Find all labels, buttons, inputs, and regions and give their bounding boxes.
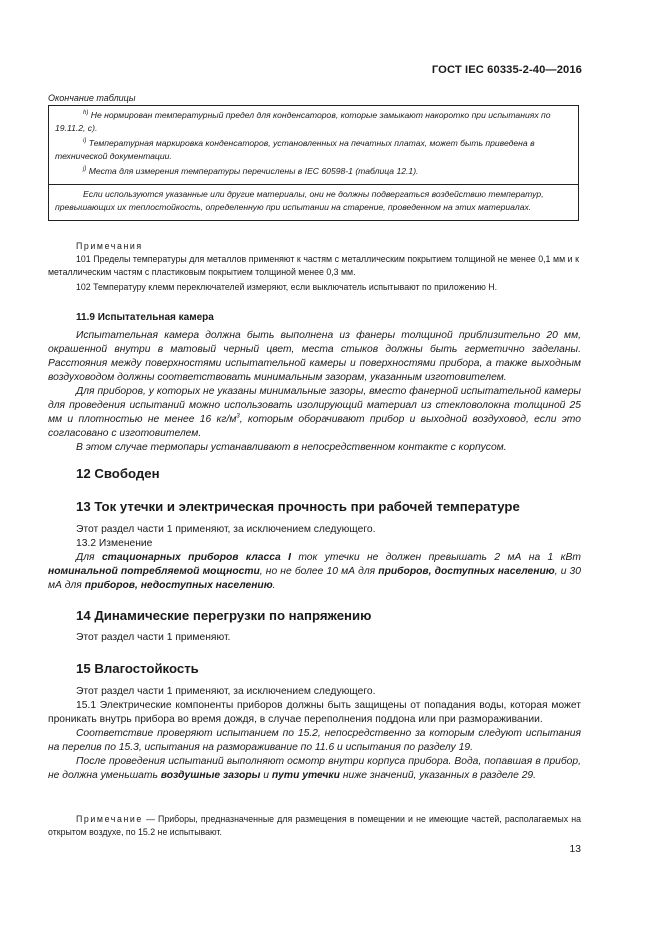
section-15-1-text: 15.1 Электрические компоненты приборов должны быть защищены от попадания воды, которая может проникать внутрь прибора во время дождя, в случае переполнения поддона или при размораживании. bbox=[48, 700, 581, 725]
footnote-h-text: Не нормирован температурный предел для конденсаторов, которые замыкают накоротко при испытаниях по 19.11.2, с). bbox=[55, 110, 551, 133]
section-13-body bbox=[48, 523, 581, 593]
section-11-9-paragraph-3: В этом случае термопары устанавливают в непосредственном контакте с корпусом. bbox=[76, 442, 507, 453]
section-15-paragraph-1: Этот раздел части 1 применяют, за исключением следующего. bbox=[76, 686, 376, 697]
table-footnotes-box bbox=[48, 105, 579, 221]
section-15-title: 15 Влагостойкость bbox=[76, 661, 199, 676]
page-number: 13 bbox=[569, 844, 581, 855]
s15-b: воздушные зазоры bbox=[160, 770, 261, 781]
s13-c: ток утечки не должен превышать 2 мА на 1 кВт bbox=[290, 552, 581, 563]
note-102: 102 Температуру клемм переключателей измеряют, если выключатель испытывают по приложению Н. bbox=[76, 282, 498, 292]
footnote-i-text: Температурная маркировка конденсаторов, установленных на печатных платах, может быть приведена в технической документации. bbox=[55, 138, 535, 161]
section-11-9-paragraph-1: Испытательная камера должна быть выполнена из фанеры толщиной приблизительно 20 мм, окрашенной внутри в матовый черный цвет, места стыков должны быть герметично заделаны. Расстояния между поверхностями испытательной камеры и поверхностями прибора, а также выходным воздуховодом должны соответствовать минимальным зазорам, указанным изготовителем. bbox=[48, 330, 581, 383]
footnote-j-marker: j) bbox=[83, 166, 87, 173]
footnote-j bbox=[55, 165, 574, 178]
s15-e: ниже значений, указанных в разделе 29. bbox=[339, 770, 537, 781]
section-11-9-paragraph-2 bbox=[48, 385, 581, 441]
footnote-j-text: Места для измерения температуры перечислены в IEC 60598-1 (таблица 12.1). bbox=[88, 166, 419, 176]
table-footnotes-specific bbox=[49, 106, 578, 185]
section-13-2-heading: 13.2 Изменение bbox=[76, 538, 153, 549]
footnote-general-text: Если используются указанные или другие материалы, они не должны подвергаться воздействию температур, превышающих их теплостойкость, определенную при испытании на старение, проведенном на этих материалах. bbox=[55, 189, 544, 212]
s13-b: стационарных приборов класса I bbox=[101, 552, 291, 563]
footnote-h bbox=[55, 109, 574, 135]
notes-block bbox=[48, 240, 579, 294]
footnote-h-marker: h) bbox=[83, 110, 89, 117]
table-footnote-general bbox=[49, 185, 578, 220]
note-101: 101 Пределы температуры для металлов применяют к частям с металлическим покрытием толщиной не менее 0,1 мм и к металлическим частям с пластиковым покрытием толщиной менее 0,3 мм. bbox=[48, 254, 579, 277]
s15-c: и bbox=[260, 770, 272, 781]
s15-d: пути утечки bbox=[271, 770, 340, 781]
section-14-title: 14 Динамические перегрузки по напряжению bbox=[76, 608, 372, 623]
footnote-i-marker: i) bbox=[83, 138, 87, 145]
section-11-9 bbox=[48, 311, 581, 455]
section-13-2-text bbox=[48, 551, 581, 593]
table-end-label: Окончание таблицы bbox=[48, 93, 136, 103]
bottom-note-label: Примечание bbox=[76, 814, 143, 824]
section-12-title: 12 Свободен bbox=[76, 466, 160, 481]
s13-e: , но не более 10 мА для bbox=[259, 566, 379, 577]
section-15-body bbox=[48, 685, 581, 783]
section-13-title: 13 Ток утечки и электрическая прочность при рабочей температуре bbox=[76, 499, 520, 514]
s13-a: Для bbox=[76, 552, 102, 563]
section-13-paragraph-1: Этот раздел части 1 применяют, за исключением следующего. bbox=[76, 524, 376, 535]
p2-part-a: Для приборов, у которых не указаны минимальные зазоры, вместо фанерной испытательной камеры для проведения испытаний можно использовать изолирующий материал из стекловолокна толщиной 25 мм и плотностью не менее 16 кг/м bbox=[48, 386, 581, 425]
s13-f: приборов, доступных населению bbox=[378, 566, 555, 577]
bottom-note bbox=[48, 813, 581, 839]
section-11-9-title: 11.9 Испытательная камера bbox=[76, 312, 214, 323]
s13-g: , и 30 мА для bbox=[48, 566, 581, 591]
notes-heading: Примечания bbox=[76, 241, 143, 251]
section-14-body bbox=[48, 631, 581, 645]
p2-superscript: 3 bbox=[236, 413, 240, 420]
document-code-header: ГОСТ IEC 60335-2-40—2016 bbox=[431, 64, 582, 76]
section-15-compliance-text: Соответствие проверяют испытанием по 15.2, непосредственно за которым следуют испытания на перелив по 15.3, испытания на размораживание по 11.6 и испытания по разделу 19. bbox=[48, 728, 581, 753]
section-14-paragraph-1: Этот раздел части 1 применяют. bbox=[76, 632, 231, 643]
footnote-i bbox=[55, 137, 574, 163]
bottom-note-text: — Приборы, предназначенные для размещения в помещении и не имеющие частей, располагаемых на открытом воздухе, по 15.2 не испытывают. bbox=[48, 814, 581, 837]
s15-a: После проведения испытаний выполняют осмотр внутри корпуса прибора. Вода, попавшая в прибор, не должна уменьшать bbox=[48, 756, 581, 781]
s13-d: номинальной потребляемой мощности bbox=[48, 566, 260, 577]
s13-i: . bbox=[272, 580, 276, 591]
section-15-inspection-text bbox=[48, 755, 581, 783]
p2-part-b: , которым оборачивают прибор и выходной воздуховод, если это согласовано с изготовителем. bbox=[48, 414, 581, 439]
s13-h: приборов, недоступных населению bbox=[84, 580, 273, 591]
